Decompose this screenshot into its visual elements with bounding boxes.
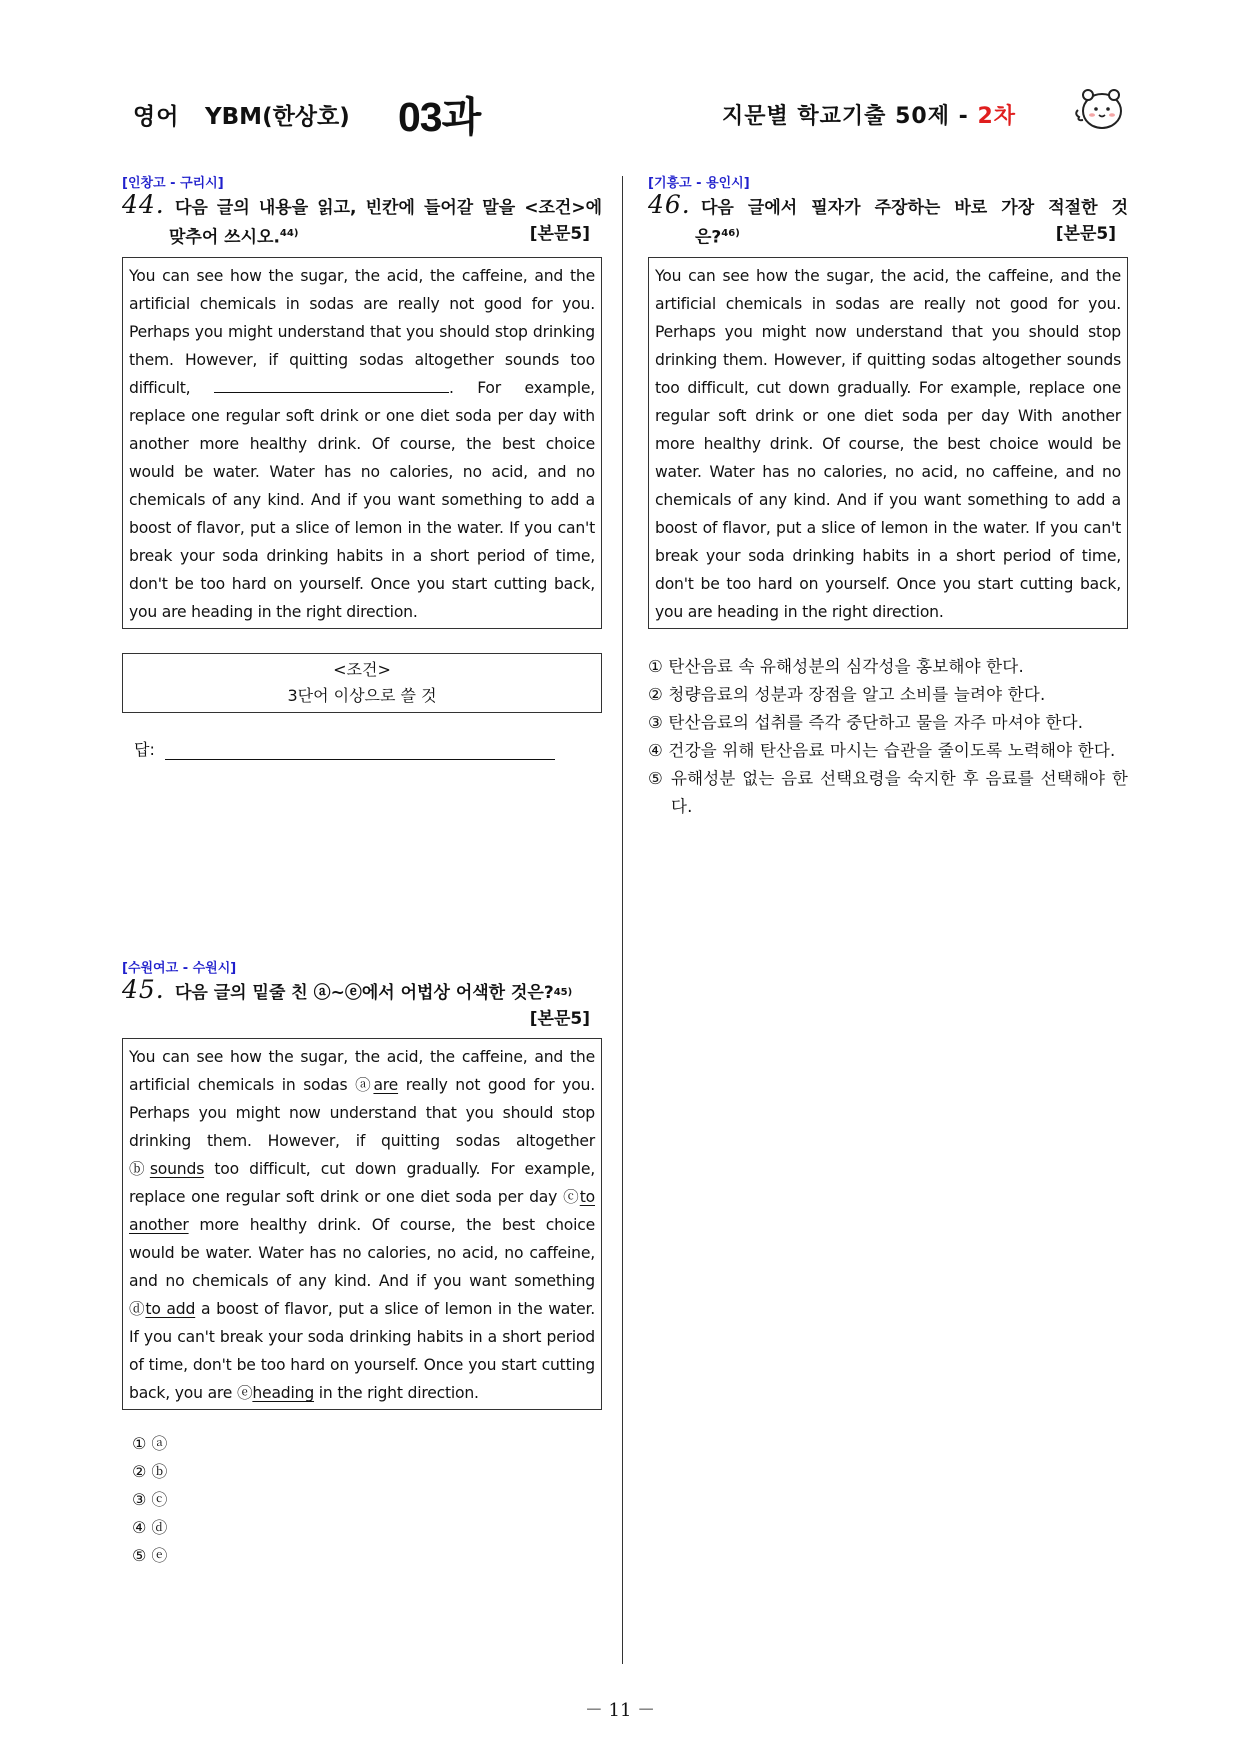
publisher-label: YBM(한상호) bbox=[205, 104, 350, 130]
question-text: 은? bbox=[695, 227, 722, 248]
underlined-a: are bbox=[373, 1076, 399, 1094]
passage-text: more healthy drink. Of course, the best choice would be water. Water has no calories, no acid, no caffeine, and no chemicals of any kind. And if you want something bbox=[129, 1216, 595, 1290]
series-separator: - bbox=[958, 104, 969, 129]
choice-item[interactable]: ① ⓐ bbox=[132, 1434, 168, 1453]
passage-text: . For example, replace one regular soft drink or one diet soda per day with another more healthy drink. Of course, the best choice would be water. Water has no calories, no acid, and no chemicals of any kind. And if you want something to add a boost of flavor, put a slice of lemon in the water. If you can't break your soda drinking habits in a short period of time, don't be too hard on yourself. Once you start cutting back, you are heading in the right direction. bbox=[129, 378, 595, 621]
choice-item[interactable]: ③ ⓒ bbox=[132, 1490, 168, 1509]
option-item[interactable]: ⑤ 유해성분 없는 음료 선택요령을 숙지한 후 음료를 선택해야 한다. bbox=[648, 768, 1128, 816]
question-source: [인창고 - 구리시] bbox=[122, 176, 224, 191]
answer-choices bbox=[122, 1430, 602, 1570]
question-stem bbox=[122, 975, 602, 1032]
option-item[interactable]: ① 탄산음료 속 유해성분의 심각성을 홍보해야 한다. bbox=[648, 656, 1024, 676]
underlined-b: sounds bbox=[149, 1160, 205, 1178]
condition-title: <조건> bbox=[333, 659, 391, 679]
marker-d: ⓓ bbox=[129, 1300, 146, 1318]
question-text-line2 bbox=[122, 1006, 602, 1032]
question-text: 다음 글의 밑줄 친 ⓐ~ⓔ에서 어법상 어색한 것은? bbox=[175, 983, 554, 1003]
question-text-line1 bbox=[122, 980, 602, 1006]
option-item[interactable]: ③ 탄산음료의 섭취를 즉각 중단하고 물을 자주 마셔야 한다. bbox=[648, 712, 1084, 732]
question-stem bbox=[122, 190, 602, 251]
series-name: 지문별 학교기출 50제 bbox=[722, 104, 950, 129]
answer-label: 답: bbox=[134, 739, 155, 759]
passage-text: in the right direction. bbox=[314, 1384, 479, 1402]
question-44 bbox=[122, 173, 602, 760]
option-item[interactable]: ② 청량음료의 성분과 장점을 알고 소비를 늘려야 한다. bbox=[648, 684, 1046, 704]
reading-passage bbox=[122, 1038, 602, 1410]
condition-text: 3단어 이상으로 쓸 것 bbox=[287, 685, 437, 705]
choice-item[interactable]: ④ ⓓ bbox=[132, 1518, 168, 1537]
question-45 bbox=[122, 958, 602, 1570]
reference-tag: [본문5] bbox=[529, 224, 590, 244]
series-title bbox=[722, 99, 1016, 130]
subject-label: 영어 bbox=[133, 104, 180, 130]
question-46 bbox=[648, 173, 1128, 821]
answer-line[interactable] bbox=[165, 742, 555, 760]
lesson-title: 03과 bbox=[398, 94, 481, 140]
question-text-line2 bbox=[648, 221, 1128, 251]
choice-item[interactable]: ② ⓑ bbox=[132, 1462, 168, 1481]
underlined-d: to add bbox=[145, 1300, 196, 1318]
page-header bbox=[0, 84, 1240, 144]
question-text-line1: 다음 글의 내용을 읽고, 빈칸에 들어갈 말을 <조건>에 bbox=[175, 198, 602, 218]
question-number: 45. bbox=[122, 975, 165, 1004]
option-item[interactable]: ④ 건강을 위해 탄산음료 마시는 습관을 줄이도록 노력해야 한다. bbox=[648, 740, 1116, 760]
answer-blank[interactable] bbox=[214, 375, 449, 393]
round-label: 2차 bbox=[977, 104, 1016, 129]
marker-e: ⓔ bbox=[236, 1384, 253, 1402]
underlined-c: to another bbox=[129, 1188, 595, 1234]
passage-text: too difficult, cut down gradually. For example, replace one regular soft drink or one diet soda per day bbox=[129, 1160, 595, 1206]
question-number: 46. bbox=[648, 190, 691, 219]
footnote-mark: 44) bbox=[279, 228, 299, 239]
underlined-e: heading bbox=[252, 1384, 315, 1402]
page-number: － 11 － bbox=[584, 1700, 656, 1721]
reading-passage bbox=[122, 257, 602, 629]
column-divider bbox=[622, 176, 623, 1664]
passage-text: really not good for you. Perhaps you might now understand that you should stop drinking them. However, if quitting sodas altogether bbox=[129, 1076, 595, 1150]
passage-text: a boost of flavor, put a slice of lemon in the water. If you can't break your soda drinking habits in a short period of time, don't be too hard on yourself. Once you start cutting back, you are bbox=[129, 1300, 595, 1402]
question-number: 44. bbox=[122, 190, 165, 219]
marker-a: ⓐ bbox=[355, 1076, 374, 1094]
question-text-line2 bbox=[122, 221, 602, 251]
choice-item[interactable]: ⑤ ⓔ bbox=[132, 1546, 168, 1565]
passage-text: You can see how the sugar, the acid, the caffeine, and the artificial chemicals in sodas bbox=[129, 1048, 595, 1094]
reading-passage: You can see how the sugar, the acid, the caffeine, and the artificial chemicals in sodas are really not good for you. Perhaps you might now understand that you should stop drinking them. However, if quitting sodas altogether sounds too difficult, cut down gradually. For example, replace one regular soft drink or one diet soda per day With another more healthy drink. Of course, the best choice would be water. Water has no calories, no acid, no caffeine, and no chemicals of any kind. And if you want something to add a boost of flavor, put a slice of lemon in the water. If you can't break your soda drinking habits in a short period of time, don't be too hard on yourself. Once you start cutting back, you are heading in the right direction. bbox=[648, 257, 1128, 629]
answer-options bbox=[648, 653, 1128, 821]
question-stem bbox=[648, 190, 1128, 251]
question-text: 맞추어 쓰시오. bbox=[169, 227, 280, 248]
footnote-mark: 46) bbox=[721, 228, 740, 239]
marker-b: ⓑ bbox=[129, 1160, 150, 1178]
mascot-icon bbox=[1074, 86, 1126, 134]
passage-text: You can see how the sugar, the acid, the caffeine, and the artificial chemicals in sodas are really not good for you. Perhaps you might understand that you should stop drinking them. However, if quitting sodas altogether sounds too difficult, bbox=[129, 266, 595, 397]
question-source: [수원여고 - 수원시] bbox=[122, 961, 237, 976]
condition-box bbox=[122, 653, 602, 713]
reference-tag: [본문5] bbox=[1055, 224, 1116, 244]
reference-tag: [본문5] bbox=[529, 1009, 590, 1029]
answer-row bbox=[122, 737, 602, 760]
marker-c: ⓒ bbox=[563, 1188, 580, 1206]
question-text-line1: 다음 글에서 필자가 주장하는 바로 가장 적절한 것 bbox=[701, 198, 1128, 218]
footnote-mark: 45) bbox=[553, 987, 573, 998]
question-source: [기흥고 - 용인시] bbox=[648, 176, 750, 191]
